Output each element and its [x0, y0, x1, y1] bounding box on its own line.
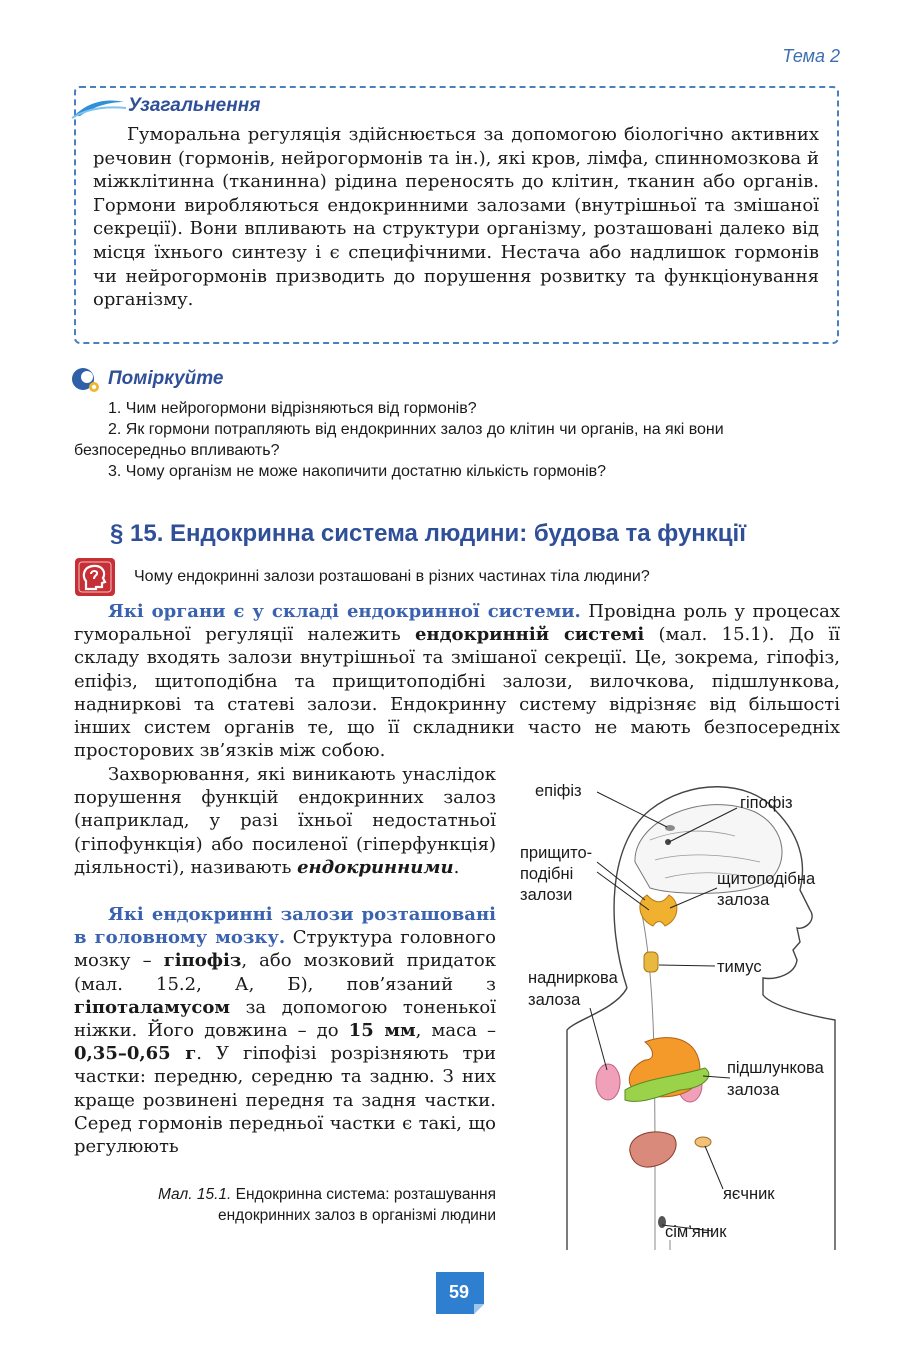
label-parathyroid: прищито-	[520, 844, 593, 862]
figure-caption	[150, 1184, 496, 1226]
summary-title: Узагальнення	[128, 95, 261, 116]
label-pancreas: підшлункова	[727, 1059, 824, 1077]
paragraph-text: Провідна роль у процесах гуморальної регуляції належить	[74, 601, 840, 646]
question-item: 2. Як гормони потрапляють від ендокринних залоз до клітин чи органів, на які вони безпосередньо впливають?	[74, 421, 724, 459]
paragraph-text: , або мозковий придаток (мал. 15.2, А, Б), пов’язаний з	[74, 950, 496, 995]
bold-term: 15 мм	[348, 1020, 416, 1042]
paragraph-text: .	[453, 856, 460, 878]
label-testis: сім’яник	[665, 1223, 727, 1241]
label-parathyroid: подібні	[520, 865, 574, 883]
label-adrenal: залоза	[528, 991, 581, 1009]
think-questions	[74, 398, 840, 482]
label-parathyroid: залози	[520, 886, 573, 904]
ovary-shape	[695, 1137, 711, 1147]
label-epiphysis: епіфіз	[535, 782, 582, 800]
page-number: 59	[448, 1282, 470, 1302]
left-kidney	[596, 1064, 620, 1100]
bold-term: гіпоталамусом	[74, 996, 230, 1018]
label-ovary: яєчник	[723, 1185, 775, 1203]
label-thymus: тимус	[717, 958, 762, 976]
paragraph-text: , маса –	[415, 1020, 497, 1042]
paragraph-heading: Які органи є у складі ендокринної системи.	[108, 601, 581, 622]
label-pituitary: гіпофіз	[740, 794, 793, 812]
label-pancreas: залоза	[727, 1081, 780, 1099]
label-adrenal: надниркова	[528, 969, 618, 987]
head-question-icon	[74, 557, 116, 597]
uterus-shape	[630, 1132, 676, 1167]
paragraph-text: Структура головного мозку –	[74, 927, 496, 972]
question-item: 1. Чим нейрогормони відрізняються від гормонів?	[108, 400, 477, 417]
thyroid-shape	[640, 895, 677, 926]
endocrine-figure	[505, 770, 865, 1250]
paragraph-text: (мал. 15.1). До її складу входять залози внутрішньої та змішаної секреції. Це, зокрема, гіпофіз, епіфіз, щитоподібна та прищитоподібні залози, вилочкова, підшлункова, надниркові та статеві залози. Ендокринну систему відрізняє від більшості інших систем органів те, що її складники часто не мають безпосередніх просторових зв’язків між собою.	[74, 624, 840, 762]
page-number-badge	[434, 1270, 486, 1316]
paragraph-diseases	[74, 763, 496, 879]
figure-number: Мал. 15.1.	[157, 1186, 232, 1203]
figure-caption-text: Ендокринна система: розташування ендокринних залоз в організмі людини	[217, 1186, 496, 1224]
topic-header: Тема 2	[782, 46, 840, 66]
section-title: § 15. Ендокринна система людини: будова та функції	[110, 520, 746, 547]
bold-term: 0,35–0,65 г	[74, 1043, 197, 1065]
paragraph-organs	[74, 600, 840, 762]
paragraph-text: за допомогою тоненької ніжки. Його довжина – до	[74, 996, 496, 1042]
paragraph-brain-glands	[74, 903, 496, 1158]
pineal-mark	[665, 825, 675, 831]
summary-text: Гуморальна регуляція здійснюється за допомогою біологічно активних речовин (гормонів, нейрогормонів та ін.), які кров, лімфа, спинномозкова й міжклітинна (тканинна) рідина переносять до клітин, тканин або органів. Гормони виробляються ендокринними залозами (внутрішньої та змішаної секреції). Вони впливають на структури організму, розташовані далеко від місця їхнього синтезу і є специфічними. Нестача або надлишок гормонів чи нейрогормонів призводить до порушення розвитку та функціонування організму.	[93, 124, 819, 311]
swoosh-icon	[70, 94, 128, 120]
bold-term: ендокринній системі	[414, 624, 645, 646]
paragraph-text: Захворювання, які виникають унаслідок порушення функцій ендокринних залоз (наприклад, у разі їхньої недостатньої (гіпофункція) або посиленої (гіперфункція) діяльності), називають	[74, 764, 496, 878]
endocrine-diagram	[505, 770, 865, 1250]
question-item: 3. Чому організм не може накопичити достатню кількість гормонів?	[108, 463, 607, 480]
label-thyroid: залоза	[717, 891, 770, 909]
bold-italic-term: ендокринними	[297, 856, 454, 878]
thymus-shape	[644, 952, 658, 972]
think-icon	[70, 366, 100, 394]
label-thyroid: щитоподібна	[717, 870, 816, 888]
bold-term: гіпофіз	[163, 950, 242, 972]
paragraph-text: . У гіпофізі розрізняють три частки: передню, середню та задню. З них краще розвинені передня та задня частки. Серед гормонів передньої частки є такі, що регулюють	[74, 1043, 496, 1158]
section-question: Чому ендокринні залози розташовані в різних частинах тіла людини?	[134, 568, 650, 585]
paragraph-heading: Які ендокринні залози розташовані в головному мозку.	[74, 904, 496, 949]
think-title: Поміркуйте	[108, 368, 224, 389]
